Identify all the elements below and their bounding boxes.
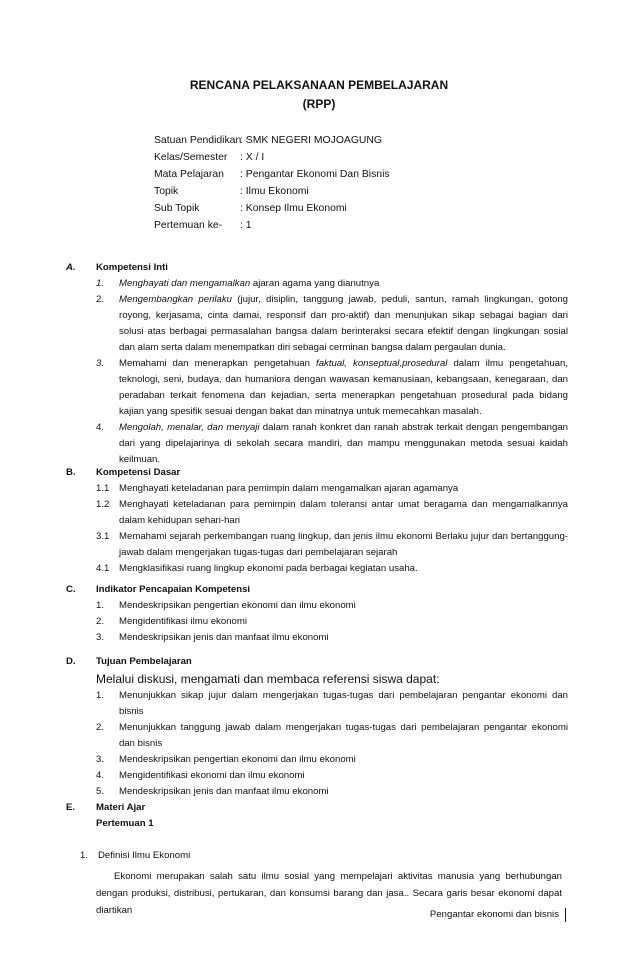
item-text: Menghayati keteladanan para pemimpin dalam toleransi antar umat beragama dan mengamalkannya dalam kehidupan sehari-hari: [119, 499, 568, 526]
meta-key: Kelas/Semester: [154, 152, 228, 163]
title-line-2: (RPP): [302, 97, 336, 111]
item-text: Mengklasifikasi ruang lingkup ekonomi pada berbagai kegiatan usaha.: [119, 563, 418, 574]
item-body: ajaran agama yang dianutnya: [250, 278, 380, 289]
section-heading: [66, 582, 568, 598]
section-title: Tujuan Pembelajaran: [96, 656, 192, 667]
item-text: Definisi Ilmu Ekonomi: [98, 850, 191, 861]
item-number: 1.1: [96, 483, 110, 494]
meta-key: Topik: [154, 186, 179, 197]
item-number: 1.: [96, 600, 105, 611]
list-item: [96, 481, 568, 497]
item-number: 2.: [96, 722, 105, 733]
item-text: Menghayati keteladanan para pemimpin dalam mengamalkan ajaran agamanya: [119, 483, 459, 494]
section-heading: [66, 260, 568, 276]
item-number: 1.: [80, 850, 89, 861]
section-letter: C.: [66, 584, 76, 595]
item-text: Mendeskripsikan pengertian ekonomi dan ilmu ekonomi: [119, 600, 356, 611]
item-body: dalam ilmu pengetahuan, teknologi, seni, budaya, dan humaniora dengan wawasan kemanusiaan, kebangsaan, kenegaraan, dan peradaban terkait fenomena dan kejadian, serta menerapkan pengetahuan prosedural pada bidang kajian yang spesifik sesuai dengan bakat dan minatnya untuk memecahkan masalah.: [119, 358, 568, 417]
item-text: Mendeskripsikan pengertian ekonomi dan ilmu ekonomi: [119, 754, 356, 765]
meta-row: [154, 149, 390, 166]
meta-key: Satuan Pendidikan: [154, 135, 242, 146]
list-item: [96, 752, 568, 768]
item-text: Menunjukkan sikap jujur dalam mengerjakan tugas-tugas dari pembelajaran pengantar ekonomi dan bisnis: [119, 690, 568, 717]
item-emphasis: Mengolah, menalar, dan menyaji: [119, 422, 260, 433]
section-letter: A.: [66, 262, 76, 273]
item-number: 1.2: [96, 499, 110, 510]
list-item: [96, 276, 568, 292]
list-item: [96, 598, 568, 614]
section-title: Kompetensi Inti: [96, 262, 168, 273]
item-text: Mengidentifikasi ilmu ekonomi: [119, 616, 247, 627]
item-number: 5.: [96, 786, 105, 797]
meta-value: : Ilmu Ekonomi: [240, 186, 309, 197]
meta-key: Sub Topik: [154, 203, 200, 214]
item-text: [119, 276, 568, 292]
list-item: [96, 614, 568, 630]
item-pre: Memahami dan menerapkan pengetahuan: [119, 358, 317, 369]
section-title: Kompetensi Dasar: [96, 467, 181, 478]
list-item: [96, 768, 568, 784]
definition-heading: [80, 848, 582, 864]
section-materi-ajar: [66, 800, 568, 832]
item-text: Memahami sejarah perkembangan ruang lingkup, dan jenis ilmu ekonomi Berlaku jujur dan bertanggung-jawab dalam mengerjakan tugas-tugas dari pembelajaran sejarah: [119, 531, 568, 558]
item-emphasis: Menghayati dan mengamalkan: [119, 278, 251, 289]
item-text: Mendeskripsikan jenis dan manfaat ilmu ekonomi: [119, 786, 329, 797]
item-emphasis: Mengembangkan perilaku: [119, 294, 233, 305]
item-text: [119, 292, 568, 356]
meeting-label: Pertemuan 1: [96, 818, 154, 829]
list-item: [96, 630, 568, 646]
section-tujuan: [66, 654, 568, 800]
section-heading: [66, 654, 568, 670]
item-text: [119, 356, 568, 420]
document-title: [0, 76, 638, 114]
body-paragraph: Ekonomi merupakan salah satu ilmu sosial yang mempelajari aktivitas manusia yang berhubungan dengan produksi, distribusi, pertukaran, dan konsumsi barang dan jasa.. Secara garis besar ekonomi dapat diartikan: [96, 871, 562, 916]
item-number: 2.: [96, 616, 105, 627]
list-item: [96, 420, 568, 468]
meta-row: [154, 200, 390, 217]
list-item: [96, 356, 568, 420]
section-kompetensi-inti: [66, 260, 568, 468]
meta-row: [154, 183, 390, 200]
item-body: dalam ranah konkret dan ranah abstrak terkait dengan pengembangan dari yang dipelajarinya di sekolah secara mandiri, dan mampu menggunakan metoda sesuai kaidah keilmuan.: [119, 422, 568, 465]
page-footer: Pengantar ekonomi dan bisnis: [430, 908, 566, 922]
identity-table: [154, 132, 390, 234]
meta-key: Pertemuan ke-: [154, 220, 223, 231]
section-kompetensi-dasar: [66, 465, 568, 577]
meta-key: Mata Pelajaran: [154, 169, 224, 180]
item-number: 3.: [96, 754, 105, 765]
section-title: Indikator Pencapaian Kompetensi: [96, 584, 251, 595]
meta-value: : Pengantar Ekonomi Dan Bisnis: [240, 169, 390, 180]
item-text: Menunjukkan tanggung jawab dalam mengerjakan tugas-tugas dari pembelajaran pengantar ekonomi dan bisnis: [119, 722, 568, 749]
section-heading: [66, 465, 568, 481]
item-number: 1.: [96, 690, 105, 701]
list-item: [96, 784, 568, 800]
list-item: [96, 688, 568, 720]
meta-row: [154, 132, 390, 149]
item-text: [119, 420, 568, 468]
title-line-1: RENCANA PELAKSANAAN PEMBELAJARAN: [189, 78, 449, 92]
item-number: 1.: [96, 278, 105, 289]
meta-value: : SMK NEGERI MOJOAGUNG: [240, 135, 383, 146]
section-intro: Melalui diskusi, mengamati dan membaca referensi siswa dapat:: [96, 672, 440, 686]
meta-value: : 1: [240, 220, 252, 231]
meta-value: : X / I: [240, 152, 265, 163]
item-number: 3.: [96, 632, 105, 643]
meta-value: : Konsep Ilmu Ekonomi: [240, 203, 347, 214]
list-item: [96, 720, 568, 752]
list-item: [96, 529, 568, 561]
section-title: Materi Ajar: [96, 802, 146, 813]
item-number: 4.1: [96, 563, 110, 574]
section-heading: [66, 800, 568, 816]
item-number: 2.: [96, 294, 105, 305]
item-number: 4.: [96, 422, 105, 433]
meta-row: [154, 166, 390, 183]
section-letter: D.: [66, 656, 76, 667]
item-text: Mengidentifikasi ekonomi dan ilmu ekonomi: [119, 770, 305, 781]
list-item: [96, 292, 568, 356]
section-indikator: [66, 582, 568, 646]
list-item: [96, 497, 568, 529]
item-body: (jujur, disiplin, tanggung jawab, peduli, santun, ramah lingkungan, gotong royong, kerjasama, cinta damai, responsif dan pro-aktif) dan menunjukan sikap sebagai bagian dari solusi atas berbagai permasalahan bangsa dalam berinteraksi secara efektif dengan lingkungan sosial dan alam serta dalam menempatkan diri sebagai cerminan bangsa dalam pergaulan dunia.: [119, 294, 568, 353]
item-number: 3.1: [96, 531, 110, 542]
meta-row: [154, 217, 390, 234]
section-letter: E.: [66, 802, 76, 813]
item-number: 4.: [96, 770, 105, 781]
item-text: Mendeskripsikan jenis dan manfaat ilmu ekonomi: [119, 632, 329, 643]
definition-row: [80, 848, 582, 864]
section-letter: B.: [66, 467, 76, 478]
item-number: 3.: [96, 358, 105, 369]
list-item: [96, 561, 568, 577]
item-emphasis: faktual, konseptual,prosedural: [316, 358, 448, 369]
